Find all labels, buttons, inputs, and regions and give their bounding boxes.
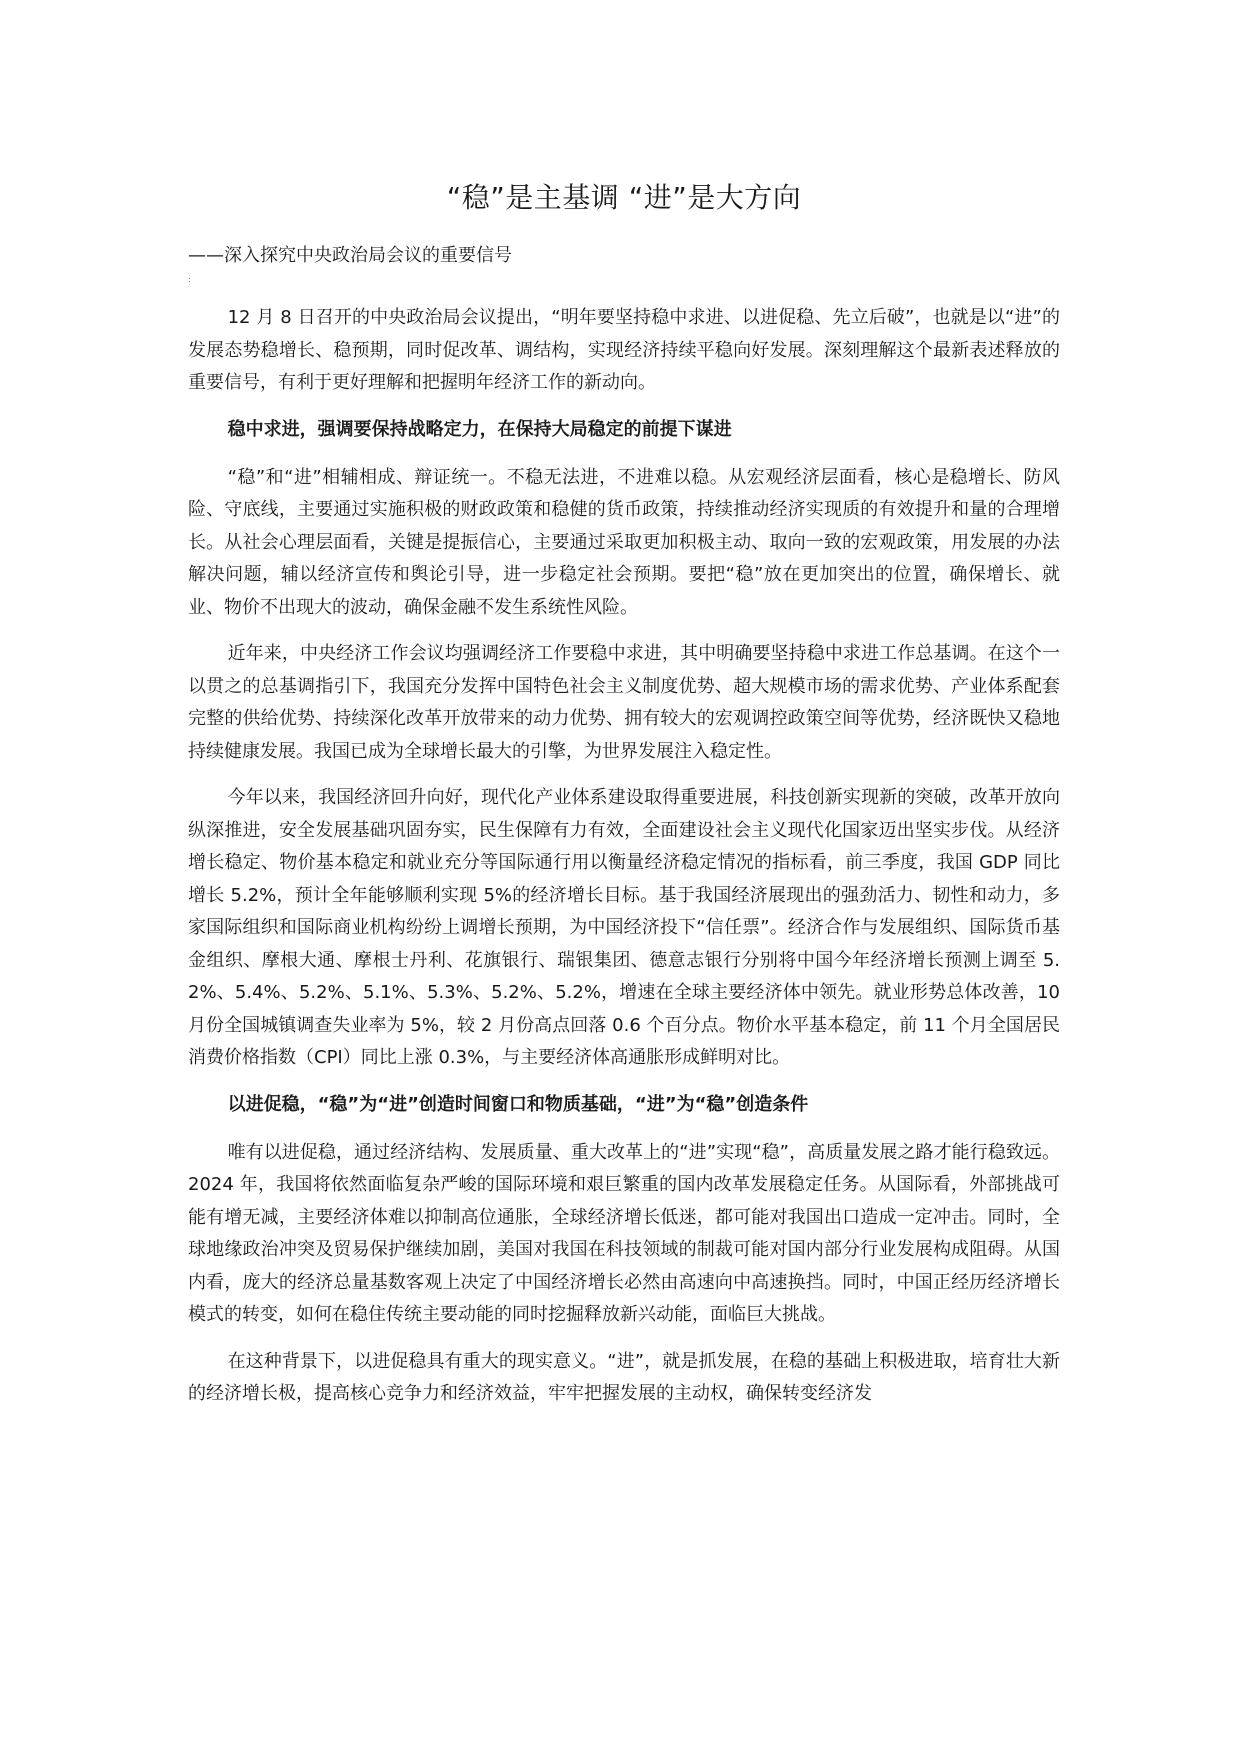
document-subtitle: ——深入探究中央政治局会议的重要信号 [188,245,512,266]
section-heading-2: 以进促稳，“稳”为“进”创造时间窗口和物质基础，“进”为“稳”创造条件 [227,1093,809,1115]
section-heading-1: 稳中求进，强调要保持战略定力，在保持大局稳定的前提下谋进 [227,418,732,440]
paragraph-2: “稳”和“进”相辅相成、辩证统一。不稳无法进，不进难以稳。从宏观经济层面看，核心是稳增长、防风险、守底线，主要通过实施积极的财政政策和稳健的货币政策，持续推动经济实现质的有效提升和量的合理增长。从社会心理层面看，关键是提振信心，主要通过采取更加积极主动、取向一致的宏观政策，用发展的办法解决问题，辅以经济宣传和舆论引导，进一步稳定社会预期。要把“稳”放在更加突出的位置，确保增长、就业、物价不出现大的波动，确保金融不发生系统性风险。 [188,466,1060,618]
document-title: “稳”是主基调 “进”是大方向 [446,181,802,214]
paragraph-intro: 12 月 8 日召开的中央政治局会议提出，“明年要坚持稳中求进、以进促稳、先立后破”，也就是以“进”的发展态势稳增长、稳预期，同时促改革、调结构，实现经济持续平稳向好发展。深刻理解这个最新表述释放的重要信号，有利于更好理解和把握明年经济工作的新动向。 [188,307,1060,393]
paragraph-5: 唯有以进促稳，通过经济结构、发展质量、重大改革上的“进”实现“稳”，高质量发展之路才能行稳致远。2024 年，我国将依然面临复杂严峻的国际环境和艰巨繁重的国内改革发展稳定任务。从国际看，外部挑战可能有增无减，主要经济体难以抑制高位通胀，全球经济增长低迷，都可能对我国出口造成一定冲击。同时，全球地缘政治冲突及贸易保护继续加剧，美国对我国在科技领域的制裁可能对国内部分行业发展构成阻碍。从国内看，庞大的经济总量基数客观上决定了中国经济增长必然由高速向中高速换挡。同时，中国正经历经济增长模式的转变，如何在稳住传统主要动能的同时挖掘释放新兴动能，面临巨大挑战。 [188,1141,1060,1325]
paragraph-3: 近年来，中央经济工作会议均强调经济工作要稳中求进，其中明确要坚持稳中求进工作总基调。在这个一以贯之的总基调指引下，我国充分发挥中国特色社会主义制度优势、超大规模市场的需求优势、产业体系配套完整的供给优势、持续深化改革开放带来的动力优势、拥有较大的宏观调控政策空间等优势，经济既快又稳地持续健康发展。我国已成为全球增长最大的引擎，为世界发展注入稳定性。 [188,643,1060,762]
document-page [188,178,1060,1425]
section-marker: : [188,275,191,284]
paragraph-6: 在这种背景下，以进促稳具有重大的现实意义。“进”，就是抓发展，在稳的基础上积极进取，培育壮大新的经济增长极，提高核心竞争力和经济效益，牢牢把握发展的主动权，确保转变经济发 [188,1350,1060,1404]
paragraph-4: 今年以来，我国经济回升向好，现代化产业体系建设取得重要进展，科技创新实现新的突破，改革开放向纵深推进，安全发展基础巩固夯实，民生保障有力有效，全面建设社会主义现代化国家迈出坚实步伐。从经济增长稳定、物价基本稳定和就业充分等国际通行用以衡量经济稳定情况的指标看，前三季度，我国 GDP 同比增长 5.2%，预计全年能够顺利实现 5%的经济增长目标。基于我国经济展现出的强劲活力、韧性和动力，多家国际组织和国际商业机构纷纷上调增长预期，为中国经济投下“信任票”。经济合作与发展组织、国际货币基金组织、摩根大通、摩根士丹利、花旗银行、瑞银集团、德意志银行分别将中国今年经济增长预测上调至 5.2%、5.4%、5.2%、5.1%、5.3%、5.2%、5.2%，增速在全球主要经济体中领先。就业形势总体改善，10 月份全国城镇调查失业率为 5%，较 2 月份高点回落 0.6 个百分点。物价水平基本稳定，前 11 个月全国居民消费价格指数（CPI）同比上涨 0.3%，与主要经济体高通胀形成鲜明对比。 [188,787,1060,1068]
